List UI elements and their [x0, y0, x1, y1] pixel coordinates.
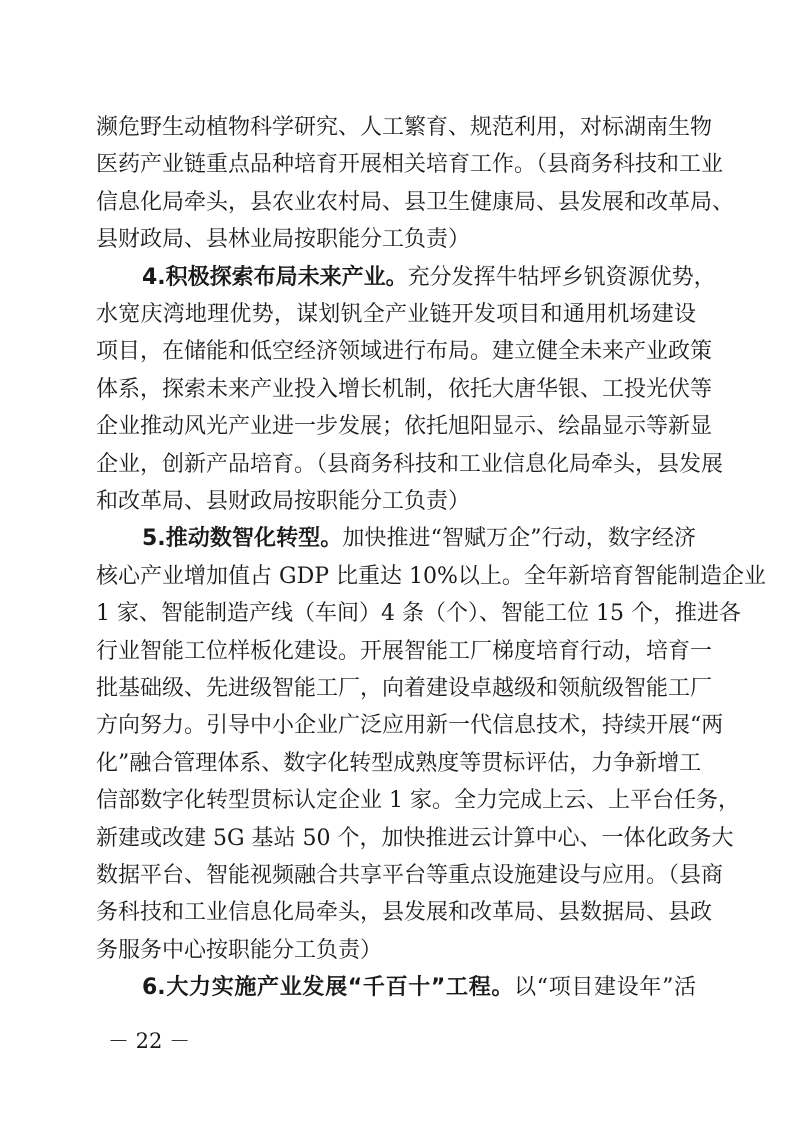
- body-text: 以“项目建设年”活: [514, 975, 696, 1001]
- section-5-first-line: [142, 521, 696, 557]
- body-line: 1 家、智能制造产线（车间）4 条（个）、智能工位 15 个，推进各: [96, 601, 741, 627]
- section-heading-6: 6.大力实施产业发展“千百十”工程。: [142, 975, 515, 1001]
- body-line: 医药产业链重点品种培育开展相关培育工作。（县商务科技和工业: [96, 152, 724, 178]
- body-line: 体系，探索未来产业投入增长机制，依托大唐华银、工投光伏等: [96, 376, 713, 402]
- body-line: 企业推动风光产业进一步发展；依托旭阳显示、绘晶显示等新显: [96, 414, 713, 440]
- body-line: 务科技和工业信息化局牵头，县发展和改革局、县数据局、县政: [96, 900, 713, 926]
- body-line: 和改革局、县财政局按职能分工负责）: [96, 489, 471, 514]
- body-line: 信息化局牵头，县农业农村局、县卫生健康局、县发展和改革局、: [96, 189, 735, 215]
- section-heading-5: 5.推动数智化转型。: [142, 526, 343, 552]
- body-line: 核心产业增加值占 GDP 比重达 10%以上。全年新培育智能制造企业: [96, 563, 766, 589]
- body-line: 方向努力。引导中小企业广泛应用新一代信息技术，持续开展“两: [96, 713, 724, 739]
- body-line: 企业，创新产品培育。（县商务科技和工业信息化局牵头，县发展: [96, 451, 724, 477]
- body-line: 务服务中心按职能分工负责）: [96, 937, 383, 963]
- body-line: 数据平台、智能视频融合共享平台等重点设施建设与应用。（县商: [96, 863, 724, 888]
- page-number: － 22 －: [108, 1029, 191, 1053]
- section-6-first-line: [142, 970, 696, 1006]
- body-text: 充分发挥牛牯坪乡钒资源优势，: [407, 264, 716, 290]
- body-line: 行业智能工位样板化建设。开展智能工厂梯度培育行动，培育一: [96, 638, 713, 664]
- body-line: 化”融合管理体系、数字化转型成熟度等贯标评估，力争新增工: [96, 750, 702, 776]
- body-line: 项目，在储能和低空经济领域进行布局。建立健全未来产业政策: [96, 339, 713, 365]
- body-text: 加快推进“智赋万企”行动，数字经济: [342, 526, 696, 552]
- section-heading-4: 4.积极探索布局未来产业。: [142, 264, 408, 290]
- body-line: 新建或改建 5G 基站 50 个，加快推进云计算中心、一体化政务大: [96, 825, 734, 851]
- body-line: 水宽庆湾地理优势，谋划钒全产业链开发项目和通用机场建设: [96, 302, 696, 327]
- body-line: 濒危野生动植物科学研究、人工繁育、规范利用，对标湖南生物: [96, 115, 713, 140]
- body-line: 县财政局、县林业局按职能分工负责）: [96, 227, 471, 253]
- body-line: 信部数字化转型贯标认定企业 1 家。全力完成上云、上平台任务，: [96, 788, 740, 814]
- section-4-first-line: [142, 260, 716, 296]
- body-line: 批基础级、先进级智能工厂，向着建设卓越级和领航级智能工厂: [96, 676, 713, 701]
